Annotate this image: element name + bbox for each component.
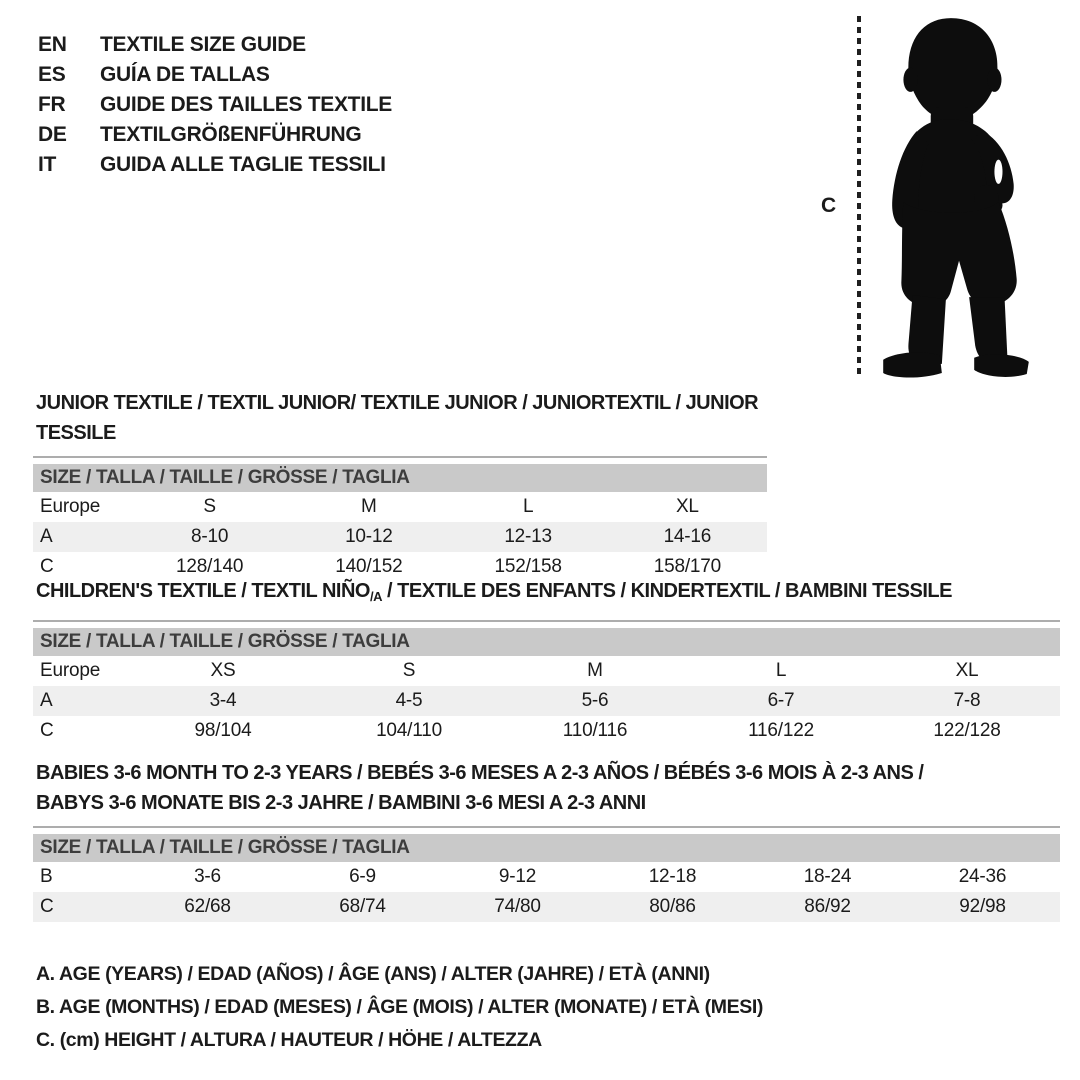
table-cell: 9-12 <box>498 866 537 887</box>
table-row <box>33 716 1060 746</box>
table-title <box>36 758 1060 818</box>
size-table-section <box>33 388 767 582</box>
title-segment: / TEXTILE DES ENFANTS / KINDERTEXTIL / BAMBINI TESSILE <box>381 580 952 602</box>
table-cell: 122/128 <box>933 720 1001 741</box>
table-row <box>33 862 1060 892</box>
table-cell: XL <box>955 660 979 681</box>
size-header-bar: SIZE / TALLA / TAILLE / GRÖSSE / TAGLIA <box>33 628 1060 656</box>
table-cell: 98/104 <box>194 720 252 741</box>
size-header-bar: SIZE / TALLA / TAILLE / GRÖSSE / TAGLIA <box>33 834 1060 862</box>
size-table-section <box>33 576 1060 746</box>
table-row <box>33 492 767 522</box>
language-title: TEXTILGRÖßENFÜHRUNG <box>100 123 362 146</box>
language-title: TEXTILE SIZE GUIDE <box>100 33 306 56</box>
table-cell: 86/92 <box>804 896 851 917</box>
table-cell: XL <box>675 496 699 517</box>
language-row <box>38 30 392 60</box>
table-row <box>33 892 1060 922</box>
table-cell: 14-16 <box>663 526 712 547</box>
table-row <box>33 656 1060 686</box>
table-title-line <box>36 576 1060 612</box>
table-cell: 8-10 <box>191 526 229 547</box>
table-cell: 6-7 <box>767 690 795 711</box>
title-segment: CHILDREN'S TEXTILE / TEXTIL NIÑO <box>36 580 370 602</box>
table-row <box>33 522 767 552</box>
table-cell: 92/98 <box>959 896 1006 917</box>
table-cell: 110/116 <box>562 720 628 741</box>
title-segment: /A <box>369 589 382 604</box>
language-title: GUIDE DES TAILLES TEXTILE <box>100 93 392 116</box>
row-label: C <box>40 720 54 741</box>
row-label: Europe <box>40 660 101 681</box>
language-title-list <box>38 30 392 180</box>
table-cell: M <box>587 660 603 681</box>
legend-line: A. AGE (YEARS) / EDAD (AÑOS) / ÂGE (ANS) / ALTER (JAHRE) / ETÀ (ANNI) <box>36 963 710 985</box>
language-row <box>38 90 392 120</box>
table-cell: 5-6 <box>581 690 609 711</box>
language-row <box>38 60 392 90</box>
height-measure-label: C <box>821 194 837 217</box>
table-cell: S <box>402 660 416 681</box>
legend-line: B. AGE (MONTHS) / EDAD (MESES) / ÂGE (MOIS) / ALTER (MONATE) / ETÀ (MESI) <box>36 996 763 1018</box>
table-cell: 116/122 <box>748 720 814 741</box>
language-row <box>38 120 392 150</box>
table-title <box>36 388 767 448</box>
title-segment: BABYS 3-6 MONATE BIS 2-3 JAHRE / BAMBINI 3-6 MESI A 2-3 ANNI <box>36 792 646 814</box>
table-cell: 80/86 <box>649 896 696 917</box>
table-title-line <box>36 788 1060 818</box>
legend-line: C. (cm) HEIGHT / ALTURA / HAUTEUR / HÖHE / ALTEZZA <box>36 1029 542 1051</box>
table-cell: 158/170 <box>653 556 722 577</box>
row-label: A <box>40 690 53 711</box>
table-cell: 3-6 <box>194 866 221 887</box>
language-row <box>38 150 392 180</box>
table-title <box>36 576 1060 612</box>
language-title: GUIDA ALLE TAGLIE TESSILI <box>100 153 386 176</box>
table-row <box>33 686 1060 716</box>
table-cell: 3-4 <box>209 690 237 711</box>
language-code: EN <box>38 33 67 56</box>
size-table-section <box>33 758 1060 922</box>
table-cell: 10-12 <box>345 526 393 547</box>
table-cell: 6-9 <box>349 866 376 887</box>
table-cell: 18-24 <box>803 866 852 887</box>
row-label: C <box>40 896 54 917</box>
table-cell: 12-13 <box>504 526 552 547</box>
language-code: ES <box>38 63 66 86</box>
size-header-bar: SIZE / TALLA / TAILLE / GRÖSSE / TAGLIA <box>33 464 767 492</box>
table-title-line <box>36 388 767 448</box>
table-cell: S <box>203 496 216 517</box>
legend <box>36 958 763 1057</box>
row-label: B <box>40 866 53 887</box>
table-cell: XS <box>210 660 236 681</box>
table-title-line <box>36 758 1060 788</box>
title-segment: JUNIOR TEXTILE / TEXTIL JUNIOR/ TEXTILE JUNIOR / JUNIORTEXTIL / JUNIOR TESSILE <box>36 392 759 444</box>
toddler-silhouette-icon <box>870 12 1042 378</box>
language-code: FR <box>38 93 66 116</box>
table-cell: 12-18 <box>648 866 697 887</box>
table-cell: L <box>522 496 534 517</box>
table-cell: 152/158 <box>494 556 562 577</box>
table-cell: M <box>361 496 377 517</box>
size-table <box>33 826 1060 922</box>
size-table <box>33 620 1060 746</box>
table-cell: 128/140 <box>175 556 244 577</box>
language-code: IT <box>38 153 57 176</box>
title-segment: BABIES 3-6 MONTH TO 2-3 YEARS / BEBÉS 3-6 MESES A 2-3 AÑOS / BÉBÉS 3-6 MOIS À 2-3 ANS / <box>36 762 924 784</box>
table-cell: 62/68 <box>184 896 231 917</box>
table-cell: 104/110 <box>376 720 442 741</box>
row-label: A <box>40 526 53 547</box>
table-cell: 7-8 <box>953 690 981 711</box>
row-label: Europe <box>40 496 101 517</box>
table-cell: 68/74 <box>339 896 386 917</box>
height-dotted-line-icon <box>857 16 861 374</box>
table-cell: 24-36 <box>958 866 1007 887</box>
language-code: DE <box>38 123 67 146</box>
row-label: C <box>40 556 54 577</box>
size-table <box>33 456 767 582</box>
toddler-height-figure <box>815 8 1050 380</box>
table-cell: 140/152 <box>335 556 403 577</box>
language-title: GUÍA DE TALLAS <box>100 63 270 86</box>
table-cell: 74/80 <box>494 896 541 917</box>
table-cell: L <box>775 660 787 681</box>
table-cell: 4-5 <box>395 690 423 711</box>
